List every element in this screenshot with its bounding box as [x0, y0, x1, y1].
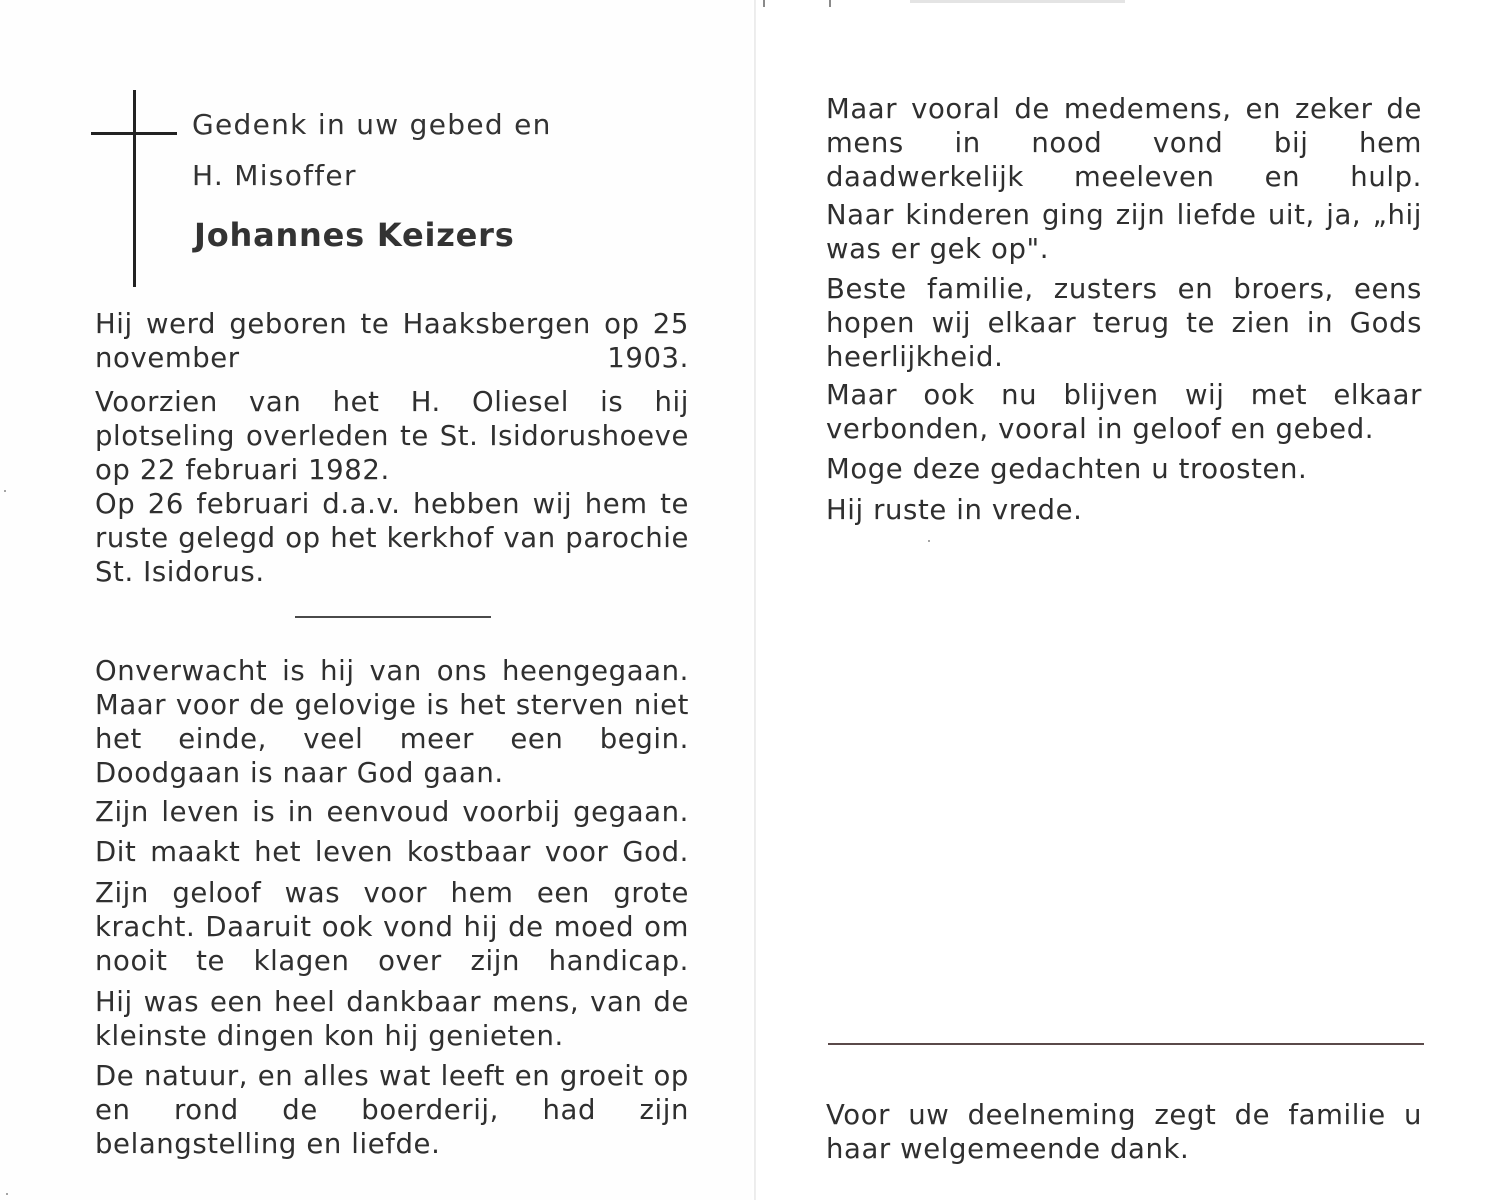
divider-right: [828, 1043, 1424, 1045]
header-line-1: Gedenk in uw gebed en: [192, 108, 552, 141]
birth-paragraph: Hij werd geboren te Haaksbergen op 25 november 1903.: [95, 308, 689, 374]
paper-speck: [928, 540, 930, 542]
cross-icon: [133, 90, 136, 287]
reflection-paragraph-5: Hij was een heel dankbaar mens, van de kleinste dingen kon hij genieten.: [95, 986, 689, 1052]
right-paragraph-1: Maar vooral de medemens, en zeker de mens in nood vond bij hem daadwerkelijk meeleven en hulp.: [826, 93, 1422, 193]
right-page: [757, 0, 1507, 1200]
closing-thanks: Voor uw deelneming zegt de familie u haar welgemeende dank.: [826, 1099, 1422, 1165]
reflection-paragraph-3: Dit maakt het leven kostbaar voor God.: [95, 836, 689, 868]
right-paragraph-2: Naar kinderen ging zijn liefde uit, ja, „hij was er gek op".: [826, 199, 1422, 265]
edge-tick: [829, 0, 831, 7]
divider-left: [295, 616, 491, 618]
reflection-paragraph-1: Onverwacht is hij van ons heengegaan. Maar voor de gelovige is het sterven niet het einde, veel meer een begin. Doodgaan is naar God gaan.: [95, 655, 689, 789]
reflection-paragraph-4: Zijn geloof was voor hem een grote kracht. Daaruit ook vond hij de moed om nooit te klagen over zijn handicap.: [95, 877, 689, 977]
reflection-paragraph-2: Zijn leven is in eenvoud voorbij gegaan.: [95, 796, 689, 828]
burial-paragraph: Op 26 februari d.a.v. hebben wij hem te ruste gelegd op het kerkhof van parochie St. Isidorus.: [95, 488, 689, 588]
left-page: [0, 0, 752, 1200]
cross-icon-bar: [91, 132, 177, 135]
right-paragraph-3: Beste familie, zusters en broers, eens hopen wij elkaar terug te zien in Gods heerlijkheid.: [826, 273, 1422, 373]
top-edge-mark: [910, 0, 1125, 3]
paper-speck: [4, 490, 6, 492]
deceased-name: Johannes Keizers: [194, 216, 515, 254]
edge-tick: [763, 0, 765, 7]
right-paragraph-4: Maar ook nu blijven wij met elkaar verbonden, vooral in geloof en gebed.: [826, 379, 1422, 445]
header-line-2: H. Misoffer: [192, 159, 357, 192]
right-paragraph-6: Hij ruste in vrede.: [826, 494, 1083, 526]
right-paragraph-5: Moge deze gedachten u troosten.: [826, 453, 1308, 485]
fold-line: [754, 0, 756, 1200]
reflection-paragraph-6: De natuur, en alles wat leeft en groeit op en rond de boerderij, had zijn belangstelling en liefde.: [95, 1060, 689, 1160]
paper-speck: [6, 1193, 8, 1195]
death-paragraph: Voorzien van het H. Oliesel is hij plotseling overleden te St. Isidorushoeve op 22 februari 1982.: [95, 386, 689, 486]
